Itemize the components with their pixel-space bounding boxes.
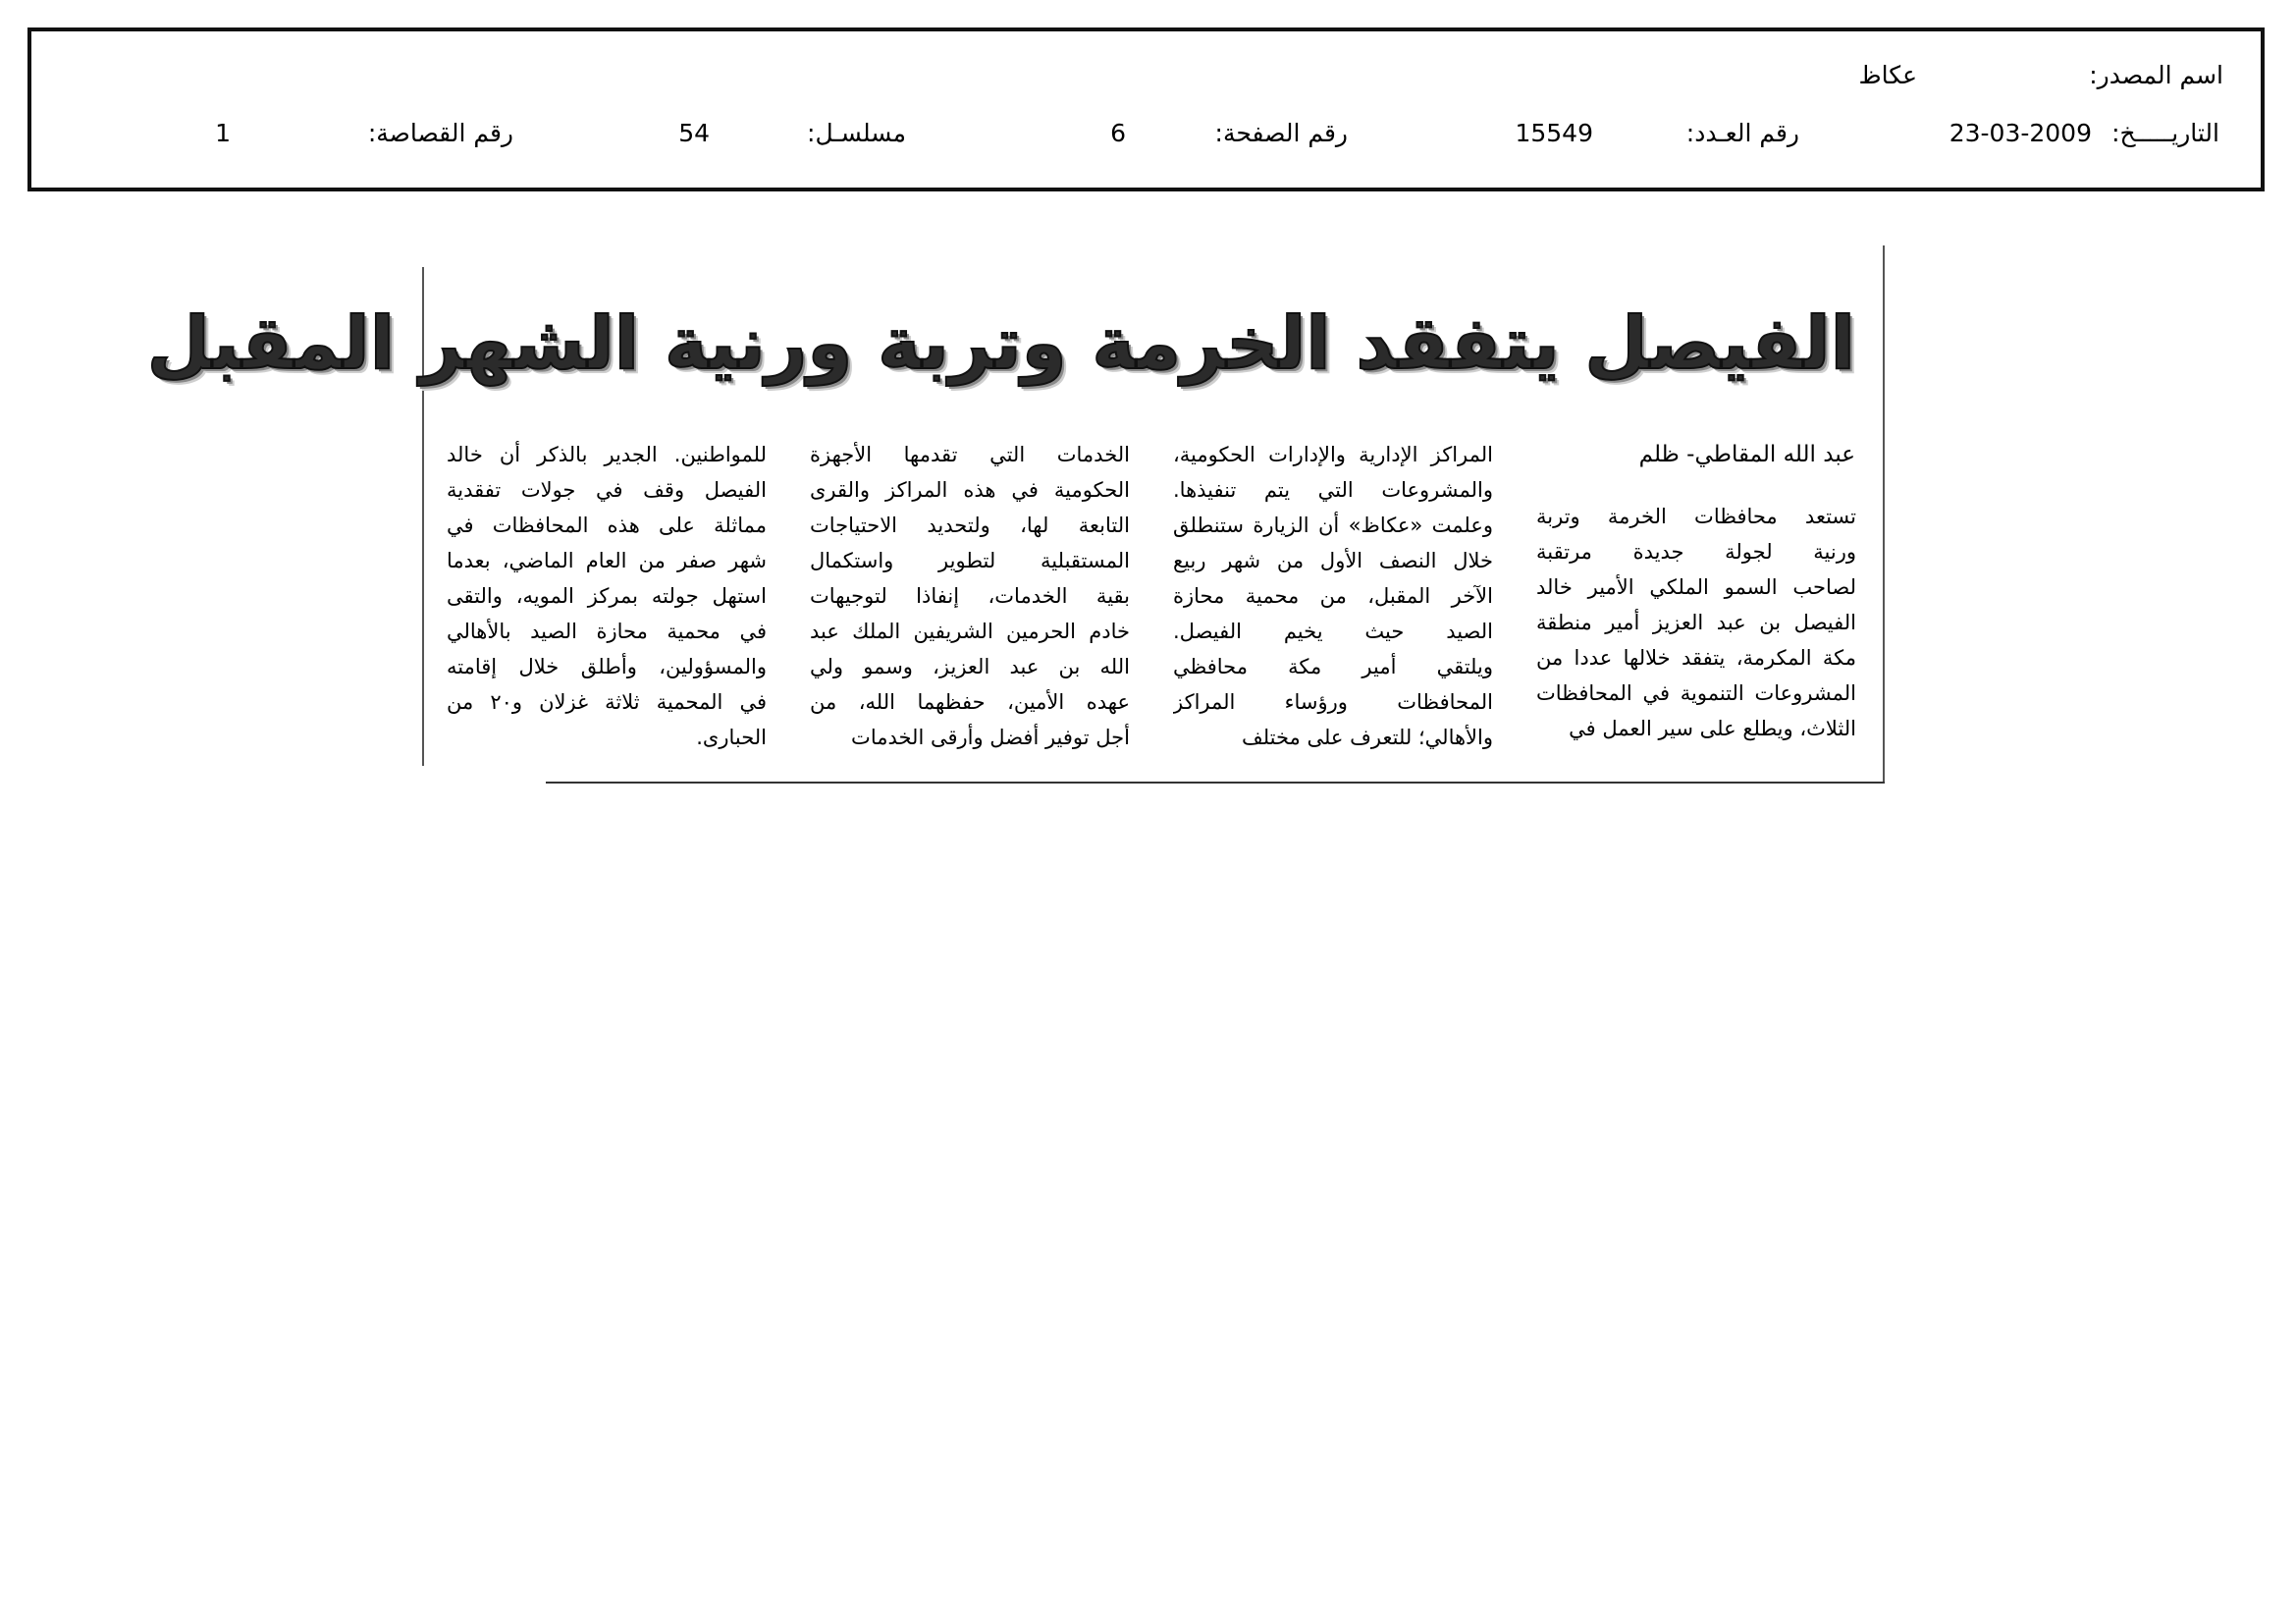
article-column-3: [810, 437, 1130, 761]
article-text-line: مماثلة على هذه المحافظات في: [447, 514, 767, 537]
article-text-line: الحكومية في هذه المراكز والقرى: [810, 478, 1130, 502]
article-text-line: مكة المكرمة، يتفقد خلالها عددا من: [1536, 646, 1856, 670]
article-column-2: [1173, 437, 1493, 761]
article-headline: الفيصل يتفقد الخرمة وتربة ورنية الشهر المقبل: [146, 301, 1855, 386]
article-text-line: للمواطنين. الجدير بالذكر أن خالد: [447, 443, 767, 466]
date-value: 23-03-2009: [1949, 119, 2092, 147]
clipping-right-rule: [1883, 245, 1885, 784]
article-text-line: وعلمت «عكاظ» أن الزيارة ستنطلق: [1173, 514, 1493, 537]
article-text-line: شهر صفر من العام الماضي، بعدما: [447, 549, 767, 572]
article-text-line: التابعة لها، ولتحديد الاحتياجات: [810, 514, 1130, 537]
article-column-1: [1536, 499, 1856, 764]
article-text-line: المشروعات التنموية في المحافظات: [1536, 681, 1856, 705]
article-text-line: في المحمية ثلاثة غزلان و٢٠ من: [447, 690, 767, 714]
page-value: 6: [1110, 119, 1126, 147]
article-text-line: الفيصل بن عبد العزيز أمير منطقة: [1536, 611, 1856, 634]
article-text-line: الحبارى.: [696, 726, 767, 749]
article-text-line: والمشروعات التي يتم تنفيذها.: [1173, 478, 1493, 502]
issue-value: 15549: [1515, 119, 1593, 147]
article-text-line: ورنية لجولة جديدة مرتقبة: [1536, 540, 1856, 564]
clipping-info-box: [27, 27, 2265, 191]
article-text-line: الصيد حيث يخيم الفيصل.: [1173, 620, 1493, 643]
source-label: اسم المصدر:: [2089, 61, 2223, 89]
issue-label: رقم العـدد:: [1685, 119, 1799, 147]
article-text-line: في محمية محازة الصيد بالأهالي: [447, 620, 767, 643]
article-text-line: بقية الخدمات، إنفاذا لتوجيهات: [810, 584, 1130, 608]
article-text-line: عهده الأمين، حفظهما الله، من: [810, 690, 1130, 714]
page-label: رقم الصفحة:: [1214, 119, 1348, 147]
article-byline: عبد الله المقاطي- ظلم: [1638, 442, 1855, 467]
article-text-line: تستعد محافظات الخرمة وتربة: [1536, 505, 1856, 528]
article-text-line: ويلتقي أمير مكة محافظي: [1173, 655, 1493, 678]
article-text-line: المستقبلية لتطوير واستكمال: [810, 549, 1130, 572]
article-text-line: الثلاث، ويطلع على سير العمل في: [1569, 717, 1856, 740]
article-text-line: أجل توفير أفضل وأرقى الخدمات: [851, 726, 1130, 749]
article-text-line: الفيصل وقف في جولات تفقدية: [447, 478, 767, 502]
article-text-line: المحافظات ورؤساء المراكز: [1173, 690, 1493, 714]
article-text-line: والمسؤولين، وأطلق خلال إقامته: [447, 655, 767, 678]
article-text-line: خلال النصف الأول من شهر ربيع: [1173, 549, 1493, 572]
article-text-line: الآخر المقبل، من محمية محازة: [1173, 584, 1493, 608]
article-text-line: المراكز الإدارية والإدارات الحكومية،: [1173, 443, 1493, 466]
clip-number-label: رقم القصاصة:: [367, 119, 513, 147]
article-text-line: لصاحب السمو الملكي الأمير خالد: [1536, 575, 1856, 599]
source-value: عكاظ: [1858, 61, 1917, 89]
article-text-line: الله بن عبد العزيز، وسمو ولي: [810, 655, 1130, 678]
serial-label: مسلسـل:: [807, 119, 906, 147]
serial-value: 54: [678, 119, 710, 147]
article-text-line: خادم الحرمين الشريفين الملك عبد: [810, 620, 1130, 643]
article-text-line: استهل جولته بمركز المويه، والتقى: [447, 584, 767, 608]
clipping-bottom-rule: [546, 782, 1885, 784]
clip-number-value: 1: [215, 119, 231, 147]
article-column-4: [447, 437, 767, 761]
article-text-line: الخدمات التي تقدمها الأجهزة: [810, 443, 1130, 466]
article-text-line: والأهالي؛ للتعرف على مختلف: [1241, 726, 1493, 749]
date-label: التاريـــــخ:: [2111, 119, 2219, 147]
